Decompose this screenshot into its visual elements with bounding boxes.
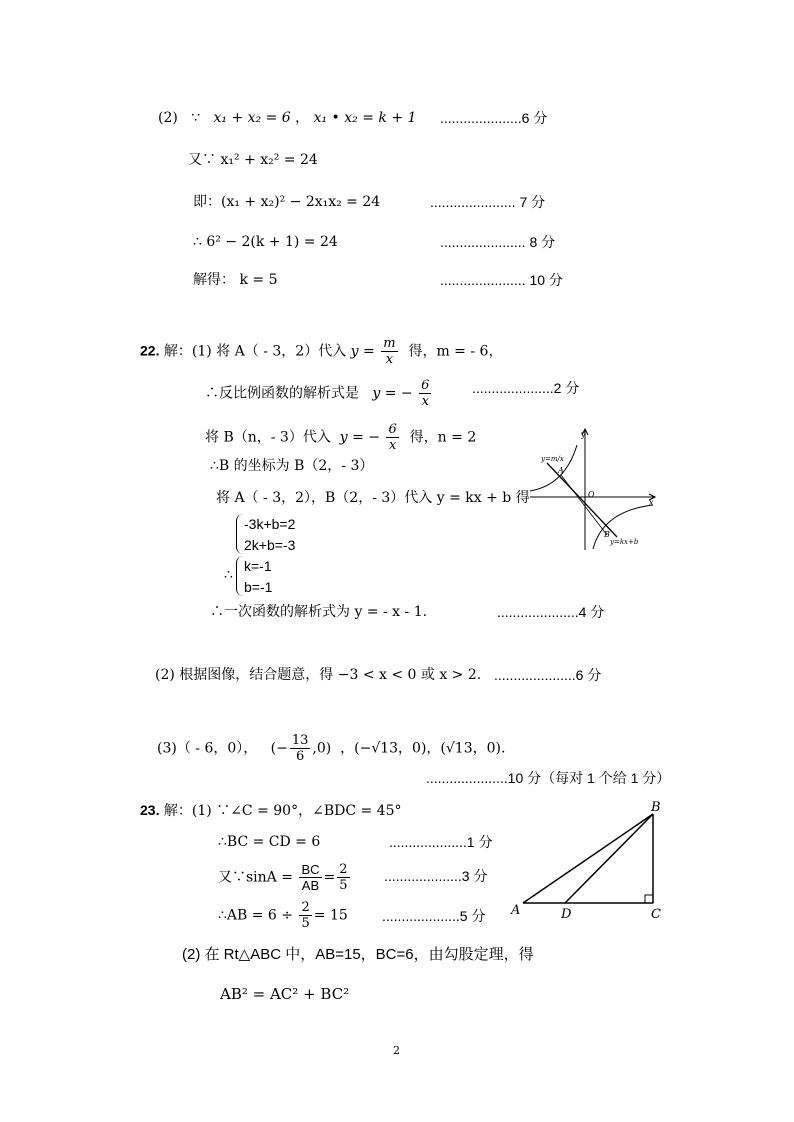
q22-line-4: ∴B 的坐标为 B（2，- 3） [210, 458, 374, 474]
score-6b: .....................6 分 [494, 667, 602, 683]
q22-step-1: 解：(1) 将 A（ - 3，2）代入 [163, 343, 347, 360]
score-10: ...................... 10 分 [440, 272, 563, 288]
fraction-m-over-x: $\frac{m}{x}$ [383, 336, 396, 367]
score-8: ...................... 8 分 [440, 234, 556, 250]
q22-part-3 [157, 733, 505, 764]
label-linear: y=kx+b [610, 538, 639, 546]
fraction-2-over-5: $\frac{2}{5}$ [339, 862, 348, 893]
score-7: ...................... 7 分 [430, 194, 546, 210]
vertex-a: A [511, 903, 521, 918]
q22-line-2 [205, 378, 433, 409]
q22-sub-b: 将 B（n，- 3）代入 [205, 429, 331, 446]
fraction-6-over-x: $\frac{6}{x}$ [388, 422, 397, 453]
page-number: 2 [393, 1044, 400, 1057]
q21-line-2: 又∵ x₁² + x₂² = 24 [188, 152, 318, 168]
label-x: x [649, 498, 654, 507]
fraction-bc-over-ab: $\frac{BC}{AB}$ [301, 862, 320, 893]
score-1: ....................1 分 [389, 834, 493, 850]
q21-line-4: ∴ 6² − 2(k + 1) = 24 [193, 234, 338, 250]
separator: ， [295, 110, 310, 126]
vertex-d: D [561, 907, 572, 922]
q23-sin-label: 又∵sinA = [218, 869, 293, 886]
score-6: .....................6 分 [440, 110, 548, 126]
q22-number: 22. [140, 342, 160, 359]
system-eq-1: -3k+b=2 [244, 516, 296, 532]
vertex-b: B [651, 800, 661, 815]
vertex-c: C [651, 907, 661, 922]
q23-line-3 [218, 862, 352, 893]
formula-y: y = − [372, 385, 413, 402]
therefore-symbol: ∴ [224, 567, 233, 583]
answer-point-2-open: (− [270, 740, 288, 757]
q21-line-1 [158, 108, 416, 128]
segment-bd [565, 814, 653, 903]
right-angle-mark [645, 895, 653, 903]
q22-inverse-label: ∴反比例函数的解析式是 [205, 385, 359, 402]
formula-y: y = [350, 343, 375, 360]
q22-line-5: 将 A（ - 3，2），B（2，- 3）代入 y = kx + b 得 [216, 490, 530, 506]
q23-line-4 [218, 900, 348, 931]
q23-line-1 [140, 800, 402, 821]
formula-y: y = − [339, 429, 381, 446]
label-point-a: A [558, 466, 564, 475]
fraction-13-over-6: $\frac{13}{6}$ [291, 733, 309, 764]
fraction-6-over-x: $\frac{6}{x}$ [421, 378, 430, 409]
fraction-2-over-5: $\frac{2}{5}$ [301, 900, 310, 931]
q21-line-3: 即：(x₁ + x₂)² − 2x₁x₂ = 24 [193, 194, 381, 210]
q23-line-2: ∴BC = CD = 6 [218, 834, 321, 850]
q22-line-3 [205, 422, 476, 453]
q21-part-number: (2) [158, 110, 178, 126]
label-y: y [581, 430, 586, 439]
score-3: ....................3 分 [384, 868, 488, 884]
answer-point-2-close: ,0) [312, 740, 332, 757]
solution-k: k=-1 [244, 558, 272, 574]
score-5: ....................5 分 [382, 908, 486, 924]
score-10b: .....................10 分（每对 1 个给 1 分） [426, 770, 671, 786]
system-eq-2: 2k+b=-3 [244, 537, 296, 553]
solution-b: b=-1 [244, 579, 273, 595]
because-symbol: ∵ [191, 110, 201, 126]
function-graph [525, 425, 660, 555]
q21-product-equation: x₁ • x₂ = k + 1 [313, 110, 417, 126]
q23-given: 解：(1) ∵∠C = 90°，∠BDC = 45° [163, 803, 402, 819]
q22-result-n: 得，n = 2 [409, 429, 477, 446]
system-brace [236, 514, 243, 554]
q23-ab-result: = 15 [313, 907, 348, 924]
q22-part-2: (2) 根据图像，结合题意，得 −3 < x < 0 或 x > 2. [155, 667, 482, 683]
score-2: .....................2 分 [472, 380, 580, 396]
answer-points-3-4: ，(−√13，0)，(√13，0). [340, 740, 506, 757]
label-origin: O [588, 490, 595, 499]
q21-line-5: 解得： k = 5 [193, 272, 278, 288]
q21-sum-equation: x₁ + x₂ = 6 [213, 110, 291, 126]
equals-sign: = [323, 869, 336, 886]
q22-line-1 [140, 336, 502, 367]
solution-brace [236, 556, 243, 596]
label-inverse-curve: y=m/x [541, 455, 564, 463]
q22-result-m: 得，m = - 6， [408, 343, 503, 360]
secondary-line [561, 475, 607, 535]
q23-ab-label: ∴AB = 6 ÷ [218, 907, 294, 924]
answer-point-1: (3)（ - 6，0）， [157, 740, 258, 757]
q22-line-6: ∴一次函数的解析式为 y = - x - 1. [210, 604, 428, 620]
q23-pythagoras: AB² = AC² + BC² [220, 985, 350, 1003]
label-point-b: B [604, 530, 610, 539]
q23-number: 23. [140, 802, 160, 818]
q23-part-2: (2) 在 Rt△ABC 中，AB=15，BC=6，由勾股定理，得 [182, 946, 534, 963]
hyperbola-branch-left [530, 445, 577, 491]
side-ab [523, 814, 653, 903]
triangle-figure [505, 800, 675, 925]
score-4: .....................4 分 [497, 604, 605, 620]
